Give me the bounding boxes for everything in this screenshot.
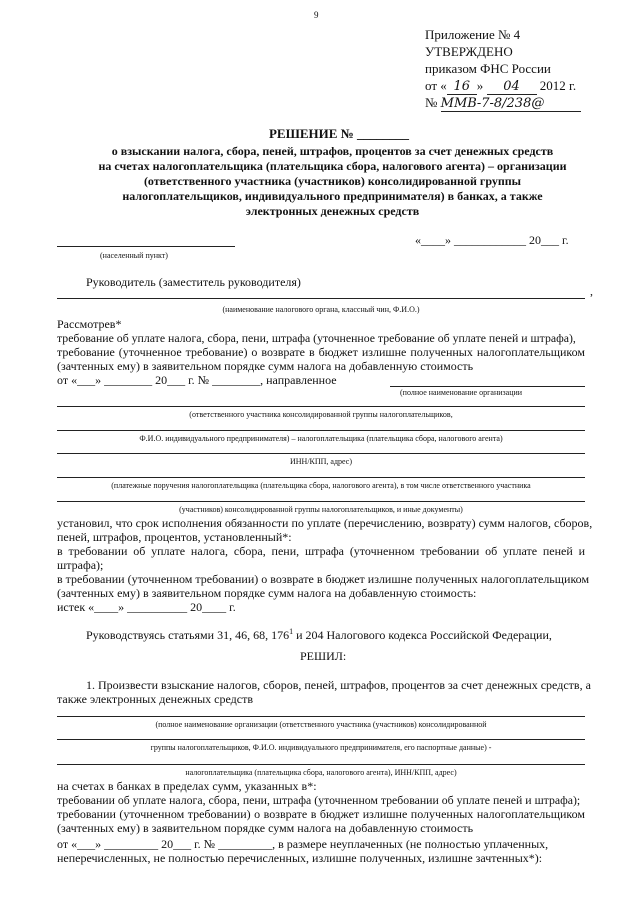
point-1-line-1: 1. Произвести взыскание налогов, сборов, пеней, штрафов, процентов за счет денежных средств, а: [86, 678, 591, 692]
caption-full-org: (полное наименование организации (ответственного участника (участников) консолидированной: [155, 720, 487, 729]
accounts-line-4: (зачтенных ему) в заявительном порядке сумм налога на добавленную стоимость: [57, 821, 474, 835]
appendix-label: Приложение № 4: [425, 27, 521, 42]
page-number: 9: [314, 10, 319, 20]
established-line-3: в требовании об уплате налога, сбора, пени, штрафа (уточненном требовании об уплате пеней и: [57, 544, 585, 558]
req-line-1: требование об уплате налога, сбора, пени, штрафа (уточненное требование об уплате пеней и штрафа),: [57, 331, 576, 345]
considered-label: Рассмотрев*: [57, 317, 122, 331]
accounts-line-3: требовании (уточненном требовании) о возврате в бюджет излишне полученных налогоплательщиком: [57, 807, 585, 821]
caption-resp: (ответственного участника консолидированной группы налогоплательщиков,: [189, 410, 453, 419]
decided-label: РЕШИЛ:: [300, 649, 347, 663]
guided-main: Руководствуясь статьями 31, 46, 68, 176: [86, 628, 290, 642]
accounts-line-1: на счетах в банках в пределах сумм, указанных в*:: [57, 779, 317, 793]
decision-date: «____» ____________ 20___ г.: [415, 233, 569, 247]
accounts-line-6: неперечисленных, не полностью перечисленных, излишне полученных, излишне зачтенных*):: [57, 851, 543, 865]
req-line-4: от «___» ________ 20___ г. № ________, направленное: [57, 373, 337, 387]
subtitle-line-1: о взыскании налога, сбора, пеней, штрафов, процентов за счет денежных средств: [111, 144, 554, 158]
established-line-6: (зачтенных ему) в заявительном порядке сумм налога на добавленную стоимость:: [57, 586, 477, 600]
date-prefix: от «: [425, 78, 447, 93]
approved-label: УТВЕРЖДЕНО: [425, 44, 513, 59]
org-line-2: [57, 406, 585, 407]
subtitle-line-5: электронных денежных средств: [245, 204, 420, 218]
guided-text: [86, 624, 552, 643]
point-1-line-2: также электронных денежных средств: [57, 692, 254, 706]
accounts-line-5: от «___» _________ 20___ г. № _________, в размере неуплаченных (не полностью уплаченных,: [57, 837, 549, 851]
org-line-1: [390, 386, 585, 387]
order-number-value: ММВ-7-8/238@: [441, 96, 581, 112]
caption-group: группы налогоплательщиков, Ф.И.О. индивидуального предпринимателя, его паспортные данные) -: [150, 743, 492, 752]
req-line-2: требование (уточненное требование) о возврате в бюджет излишне полученных налогоплательщиком: [57, 345, 585, 359]
req-line-3: (зачтенных ему) в заявительном порядке сумм налога на добавленную стоимость: [57, 359, 474, 373]
doc-line-2: [57, 501, 585, 502]
order-date: [425, 78, 576, 95]
caption-inn: ИНН/КПП, адрес): [289, 457, 353, 466]
org-line-3: [57, 430, 585, 431]
place-caption: (населенный пункт): [100, 251, 168, 260]
head-comma: ,: [590, 284, 593, 298]
order-day: 16: [447, 79, 477, 95]
established-line-2: пеней, штрафов, процентов, установленный*:: [57, 530, 292, 544]
head-label: Руководитель (заместитель руководителя): [86, 275, 301, 289]
accounts-line-2: требовании об уплате налога, сбора, пени, штрафа (уточненном требовании об уплате пеней и штрафа);: [57, 793, 581, 807]
caption-org: (полное наименование организации: [400, 388, 523, 397]
established-line-1: установил, что срок исполнения обязанности по уплате (перечислению, возврату) сумм налогов, сборов,: [57, 516, 593, 530]
order-label: приказом ФНС России: [425, 61, 551, 76]
order-year: 2012 г.: [539, 78, 577, 93]
date-mid: »: [476, 78, 484, 93]
established-line-5: в требовании (уточненном требовании) о возврате в бюджет излишне полученных налогоплательщиком: [57, 572, 590, 586]
subtitle-line-2: на счетах налогоплательщика (плательщика сбора, налогового агента) – организации: [98, 159, 567, 173]
caption-payments: (платежные поручения налогоплательщика (плательщика сбора, налогового агента), в том числе ответственного участника: [111, 481, 531, 490]
place-line: [57, 246, 235, 247]
caption-ip: Ф.И.О. индивидуального предпринимателя) – налогоплательщика (плательщика сбора, налогового агента): [139, 434, 503, 443]
guided-sup: 1: [289, 627, 294, 636]
order-month: 04: [487, 79, 537, 95]
decision-title: РЕШЕНИЕ № ________: [268, 126, 410, 141]
org-line-4: [57, 453, 585, 454]
expired-date: истек «____» __________ 20____ г.: [57, 600, 236, 614]
established-line-4: штрафа);: [57, 558, 104, 572]
order-number: [425, 95, 581, 112]
payer-line-3: [57, 764, 585, 765]
payer-line-2: [57, 739, 585, 740]
subtitle-line-4: налогоплательщиков, индивидуального предпринимателя) в банках, а также: [122, 189, 543, 203]
subtitle-line-3: (ответственного участника (участников) консолидированной группы: [143, 174, 522, 188]
head-line: [57, 298, 585, 299]
caption-payer: налогоплательщика (плательщика сбора, налогового агента), ИНН/КПП, адрес): [185, 768, 457, 777]
number-prefix: №: [425, 95, 438, 110]
caption-participants: (участников) консолидированной группы налогоплательщиков, и иные документы): [179, 505, 463, 514]
head-caption: (наименование налогового органа, классный чин, Ф.И.О.): [222, 305, 420, 314]
guided-end: и 204 Налогового кодекса Российской Федерации,: [293, 628, 552, 642]
doc-line-1: [57, 477, 585, 478]
payer-line-1: [57, 716, 585, 717]
